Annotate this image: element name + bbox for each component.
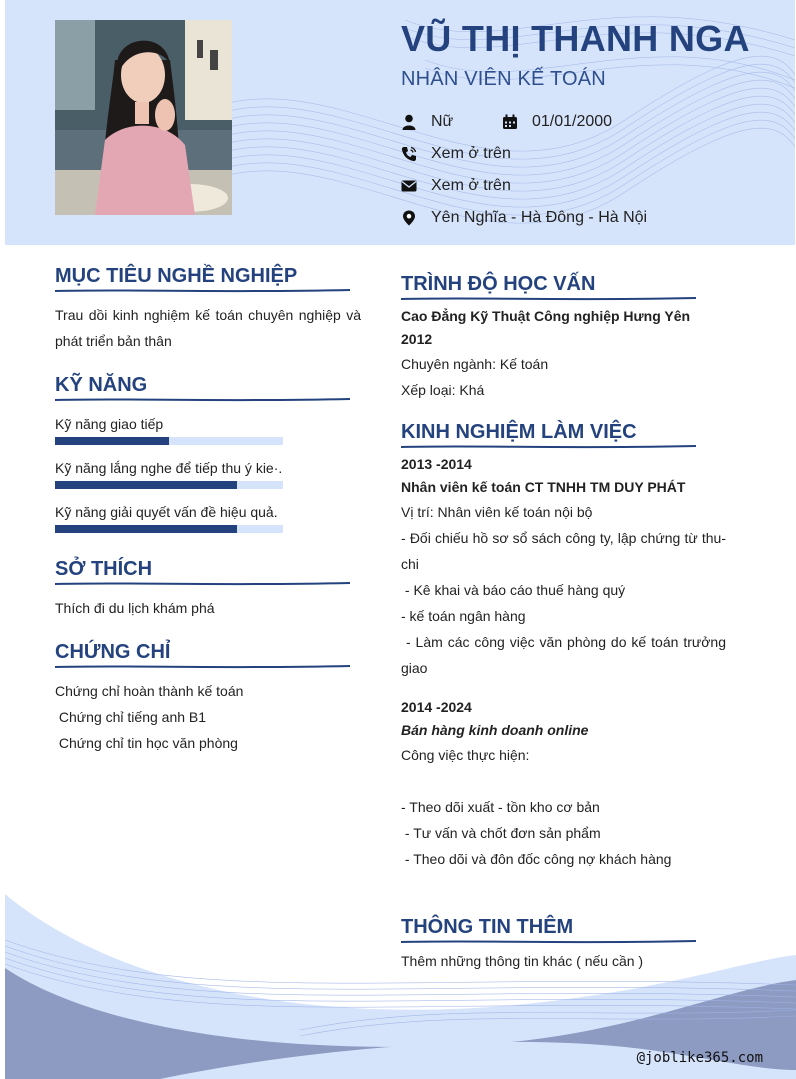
candidate-name: VŨ THỊ THANH NGA: [401, 18, 750, 59]
certificates-title: CHỨNG CHỈ: [55, 641, 171, 663]
job-line: - Đối chiếu hồ sơ sổ sách công ty, lập chứng từ thu-chi: [401, 530, 726, 572]
address-row: [401, 209, 647, 227]
job-line: - kế toán ngân hàng: [401, 608, 526, 624]
skill-label: Kỹ năng giải quyết vấn đề hiệu quả.: [55, 504, 278, 520]
job-line: - Tư vấn và chốt đơn sản phẩm: [401, 825, 601, 841]
address-value: Yên Nghĩa - Hà Đông - Hà Nội: [431, 209, 648, 226]
phone-row: [401, 145, 511, 163]
objective-title: MỤC TIÊU NGHỀ NGHIỆP: [55, 265, 298, 287]
job-company: Bán hàng kinh doanh online: [401, 722, 589, 738]
job-line: - Làm các công việc văn phòng do kế toán trưởng giao: [401, 634, 730, 676]
skill-bar: [55, 525, 283, 533]
job-line: - Theo dõi và đôn đốc công nợ khách hàng: [401, 851, 672, 867]
certificate-item: Chứng chỉ hoàn thành kế toán: [55, 683, 244, 699]
birthdate-row: [502, 113, 612, 131]
education-school: Cao Đẳng Kỹ Thuật Công nghiệp Hưng Yên: [401, 308, 691, 324]
birthdate-value: 01/01/2000: [532, 113, 613, 130]
skill-bar: [55, 437, 283, 445]
email-value: Xem ở trên: [431, 177, 511, 194]
job-line: Công việc thực hiện:: [401, 747, 530, 763]
profile-photo: [55, 20, 232, 215]
phone-value: Xem ở trên: [431, 145, 511, 162]
job-line: - Theo dõi xuất - tồn kho cơ bản: [401, 799, 600, 815]
additional-underline: [401, 939, 696, 945]
additional-title: THÔNG TIN THÊM: [401, 916, 574, 938]
candidate-job-title: NHÂN VIÊN KẾ TOÁN: [401, 68, 606, 90]
skill-bar-fill: [55, 525, 237, 533]
education-major: Chuyên ngành: Kế toán: [401, 356, 549, 372]
experience-title: KINH NGHIỆM LÀM VIỆC: [401, 421, 637, 443]
phone-icon: [401, 146, 417, 162]
education-title: TRÌNH ĐỘ HỌC VẤN: [401, 273, 596, 295]
calendar-icon: [502, 114, 518, 130]
job-period: 2014 -2024: [401, 699, 472, 715]
skill-bar: [55, 481, 283, 489]
job-line: Vị trí: Nhân viên kế toán nội bộ: [401, 504, 593, 520]
skills-underline: [55, 397, 350, 403]
mail-icon: [401, 178, 417, 194]
certificate-item: Chứng chỉ tin học văn phòng: [55, 735, 238, 751]
experience-underline: [401, 444, 696, 450]
gender-value: Nữ: [431, 113, 454, 130]
skill-bar-fill: [55, 437, 169, 445]
education-year: 2012: [401, 331, 433, 347]
job-period: 2013 -2014: [401, 456, 472, 472]
objective-underline: [55, 288, 350, 294]
hobbies-title: SỞ THÍCH: [55, 558, 153, 580]
skill-bar-fill: [55, 481, 237, 489]
watermark: @joblike365.com: [636, 1050, 763, 1066]
certificates-underline: [55, 664, 350, 670]
skill-label: Kỹ năng giao tiếp: [55, 416, 164, 432]
hobbies-underline: [55, 581, 350, 587]
gender-row: [401, 113, 453, 131]
education-underline: [401, 296, 696, 302]
skills-title: KỸ NĂNG: [55, 374, 148, 396]
skill-label: Kỹ năng lắng nghe để tiếp thu ý kie·.: [55, 460, 283, 476]
objective-text: Trau dồi kinh nghiệm kế toán chuyên nghiệp và phát triển bản thân: [55, 307, 361, 349]
person-icon: [401, 114, 417, 130]
hobbies-text: Thích đi du lịch khám phá: [55, 600, 215, 616]
job-line: - Kê khai và báo cáo thuế hàng quý: [401, 582, 626, 598]
additional-text: Thêm những thông tin khác ( nếu cần ): [401, 953, 644, 969]
education-rank: Xếp loại: Khá: [401, 382, 485, 398]
certificate-item: Chứng chỉ tiếng anh B1: [55, 709, 207, 725]
job-company: Nhân viên kế toán CT TNHH TM DUY PHÁT: [401, 479, 686, 495]
email-row: [401, 177, 511, 195]
location-icon: [401, 210, 417, 226]
